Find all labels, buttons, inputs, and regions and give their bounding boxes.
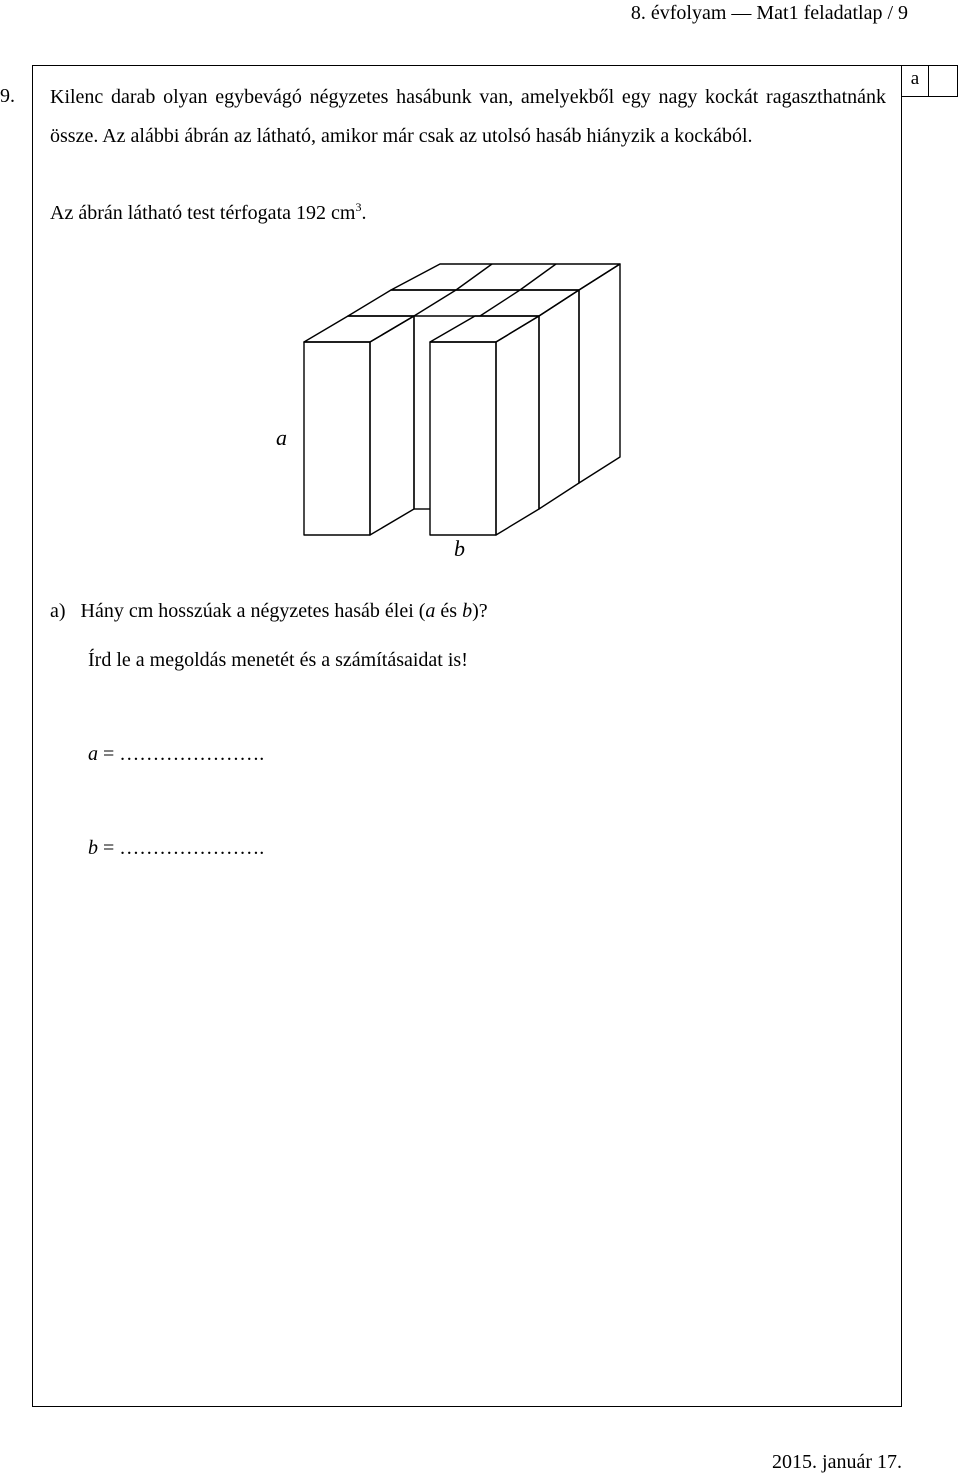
question-var-b: b [462,600,473,622]
edge-label-b: b [454,536,465,561]
task-number: 9. [0,85,15,107]
grid-edge [480,290,520,316]
question-marker: a) [50,600,66,622]
answer-b-blank: = …………………. [98,837,265,859]
prism-side-face [496,316,539,535]
prism-front-face [430,342,496,535]
score-box [902,65,958,97]
question-text-end: )? [472,600,488,622]
question-a [50,598,488,624]
score-box-label: a [902,66,929,96]
prism-diagram [276,255,660,565]
volume-text-end: . [361,202,367,224]
question-text: Hány cm hosszúak a négyzetes hasáb élei ( [80,600,426,622]
answer-b-label: b [88,837,98,859]
grid-edge [456,264,492,290]
edge-label-a: a [276,425,287,450]
volume-statement [50,194,886,233]
question-instruction: Írd le a megoldás menetét és a számításaidat is! [88,649,468,671]
question-var-a: a [425,600,436,622]
answer-b[interactable] [88,835,264,861]
answer-a-blank: = …………………. [98,743,265,765]
top-face [304,316,414,342]
task-description: Kilenc darab olyan egybevágó négyzetes hasábunk van, amelyekből egy nagy kockát ragaszthatnánk össze. Az alábbi ábrán az látható, amikor már csak az utolsó hasáb hiányzik a kockából. [50,86,886,147]
volume-text: Az ábrán látható test térfogata 192 cm [50,202,356,224]
footer-date: 2015. január 17. [772,1451,902,1473]
prism-side-face [539,290,579,509]
top-face [430,316,539,342]
grid-edge [414,290,456,316]
answer-a-label: a [88,743,98,765]
prism-side-face [370,316,414,535]
prism-front-face [304,342,370,535]
grid-edge [520,264,556,290]
prism-lines [304,264,620,535]
page-header: 8. évfolyam — Mat1 feladatlap / 9 [630,2,908,24]
question-text-mid: és [435,600,463,622]
prism-figure [276,255,660,565]
answer-a[interactable] [88,741,264,767]
prism-side-face [579,264,620,483]
volume-exponent: 3 [355,200,362,214]
